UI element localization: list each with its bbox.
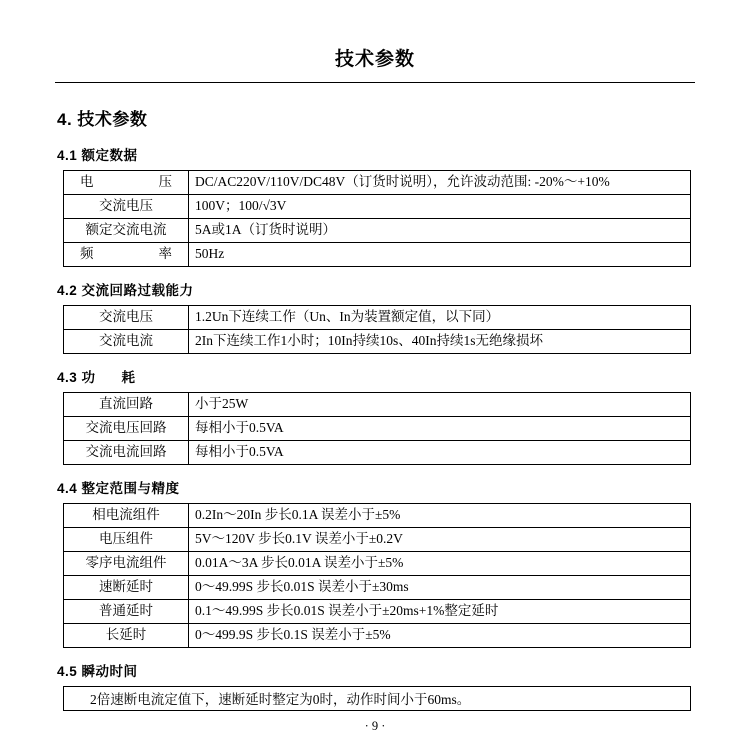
row-label <box>64 330 189 354</box>
row-label-right: 率 <box>158 246 172 262</box>
row-label <box>64 576 189 600</box>
row-value: DC/AC220V/110V/DC48V（订货时说明），允许波动范围: -20%～+10% <box>189 171 691 195</box>
row-value: 小于25W <box>189 393 691 417</box>
row-label-left: 电 <box>80 174 94 190</box>
subsection-title-4-4: 4.4 整定范围与精度 <box>57 481 180 496</box>
subsection-title-4-3 <box>57 366 695 386</box>
table-power-consumption <box>63 392 691 465</box>
table-rated-data <box>63 170 691 267</box>
row-value: 0.1～49.99S 步长0.01S 误差小于±20ms+1%整定延时 <box>189 600 691 624</box>
table-row <box>64 441 691 465</box>
row-label-right: 压 <box>158 174 172 190</box>
table-row <box>64 195 691 219</box>
table-row <box>64 393 691 417</box>
table-row <box>64 243 691 267</box>
row-value: 每相小于0.5VA <box>189 441 691 465</box>
row-value: 0～49.99S 步长0.01S 误差小于±30ms <box>189 576 691 600</box>
row-label <box>64 306 189 330</box>
table-row <box>64 330 691 354</box>
row-label <box>64 393 189 417</box>
row-label-text: 交流电流回路 <box>85 444 167 460</box>
row-label-left: 频 <box>80 246 94 262</box>
row-value: 50Hz <box>189 243 691 267</box>
page-header-title: 技术参数 <box>334 49 415 70</box>
subsection-4-3-prefix: 4.3 功 <box>57 370 96 385</box>
subsection-title-4-1: 4.1 额定数据 <box>57 148 138 163</box>
row-label-text: 零序电流组件 <box>85 555 167 571</box>
row-value: 5A或1A（订货时说明） <box>189 219 691 243</box>
row-label <box>64 504 189 528</box>
table-row <box>64 624 691 648</box>
row-label <box>64 528 189 552</box>
page-number: · 9 · <box>364 719 386 733</box>
header-divider <box>55 82 695 83</box>
row-label-text: 交流电压 <box>99 198 153 214</box>
subsection-title-4-2: 4.2 交流回路过载能力 <box>57 283 194 298</box>
row-value: 1.2Un下连续工作（Un、In为装置额定值，以下同） <box>189 306 691 330</box>
row-label <box>64 441 189 465</box>
table-overload-capacity <box>63 305 691 354</box>
table-row <box>64 171 691 195</box>
table-row <box>64 576 691 600</box>
row-label-text: 速断延时 <box>99 579 153 595</box>
row-label <box>64 195 189 219</box>
row-value: 0.2In～20In 步长0.1A 误差小于±5% <box>189 504 691 528</box>
row-label-text: 电压组件 <box>99 531 153 547</box>
table-row <box>64 219 691 243</box>
row-value: 100V；100/√3V <box>189 195 691 219</box>
row-label <box>64 417 189 441</box>
row-label <box>64 171 189 195</box>
document-content <box>55 105 695 711</box>
table-row <box>64 552 691 576</box>
table-row <box>64 504 691 528</box>
table-row <box>64 417 691 441</box>
row-label <box>64 243 189 267</box>
row-label-spread <box>70 174 182 190</box>
row-label <box>64 624 189 648</box>
row-value: 每相小于0.5VA <box>189 417 691 441</box>
row-value: 0～499.9S 步长0.1S 误差小于±5% <box>189 624 691 648</box>
instantaneous-time-box: 2倍速断电流定值下，速断延时整定为0时，动作时间小于60ms。 <box>63 686 691 711</box>
subsection-4-3-suffix: 耗 <box>121 370 136 385</box>
row-label <box>64 219 189 243</box>
row-label-text: 交流电流 <box>99 333 153 349</box>
section-title: 4. 技术参数 <box>57 110 148 129</box>
table-setting-range-accuracy <box>63 503 691 648</box>
table-row <box>64 528 691 552</box>
row-label-text: 直流回路 <box>99 396 153 412</box>
row-label <box>64 552 189 576</box>
subsection-title-4-5: 4.5 瞬动时间 <box>57 664 138 679</box>
row-label-text: 相电流组件 <box>92 507 160 523</box>
row-label-text: 长延时 <box>105 627 147 643</box>
row-label <box>64 600 189 624</box>
row-value: 2In下连续工作1小时；10In持续10s、40In持续1s无绝缘损坏 <box>189 330 691 354</box>
row-label-text: 额定交流电流 <box>85 222 167 238</box>
row-label-text: 交流电压回路 <box>85 420 167 436</box>
row-value: 0.01A～3A 步长0.01A 误差小于±5% <box>189 552 691 576</box>
row-label-spread <box>70 246 182 262</box>
row-label-text: 交流电压 <box>99 309 153 325</box>
row-value: 5V～120V 步长0.1V 误差小于±0.2V <box>189 528 691 552</box>
table-row <box>64 306 691 330</box>
row-label-text: 普通延时 <box>99 603 153 619</box>
table-row <box>64 600 691 624</box>
